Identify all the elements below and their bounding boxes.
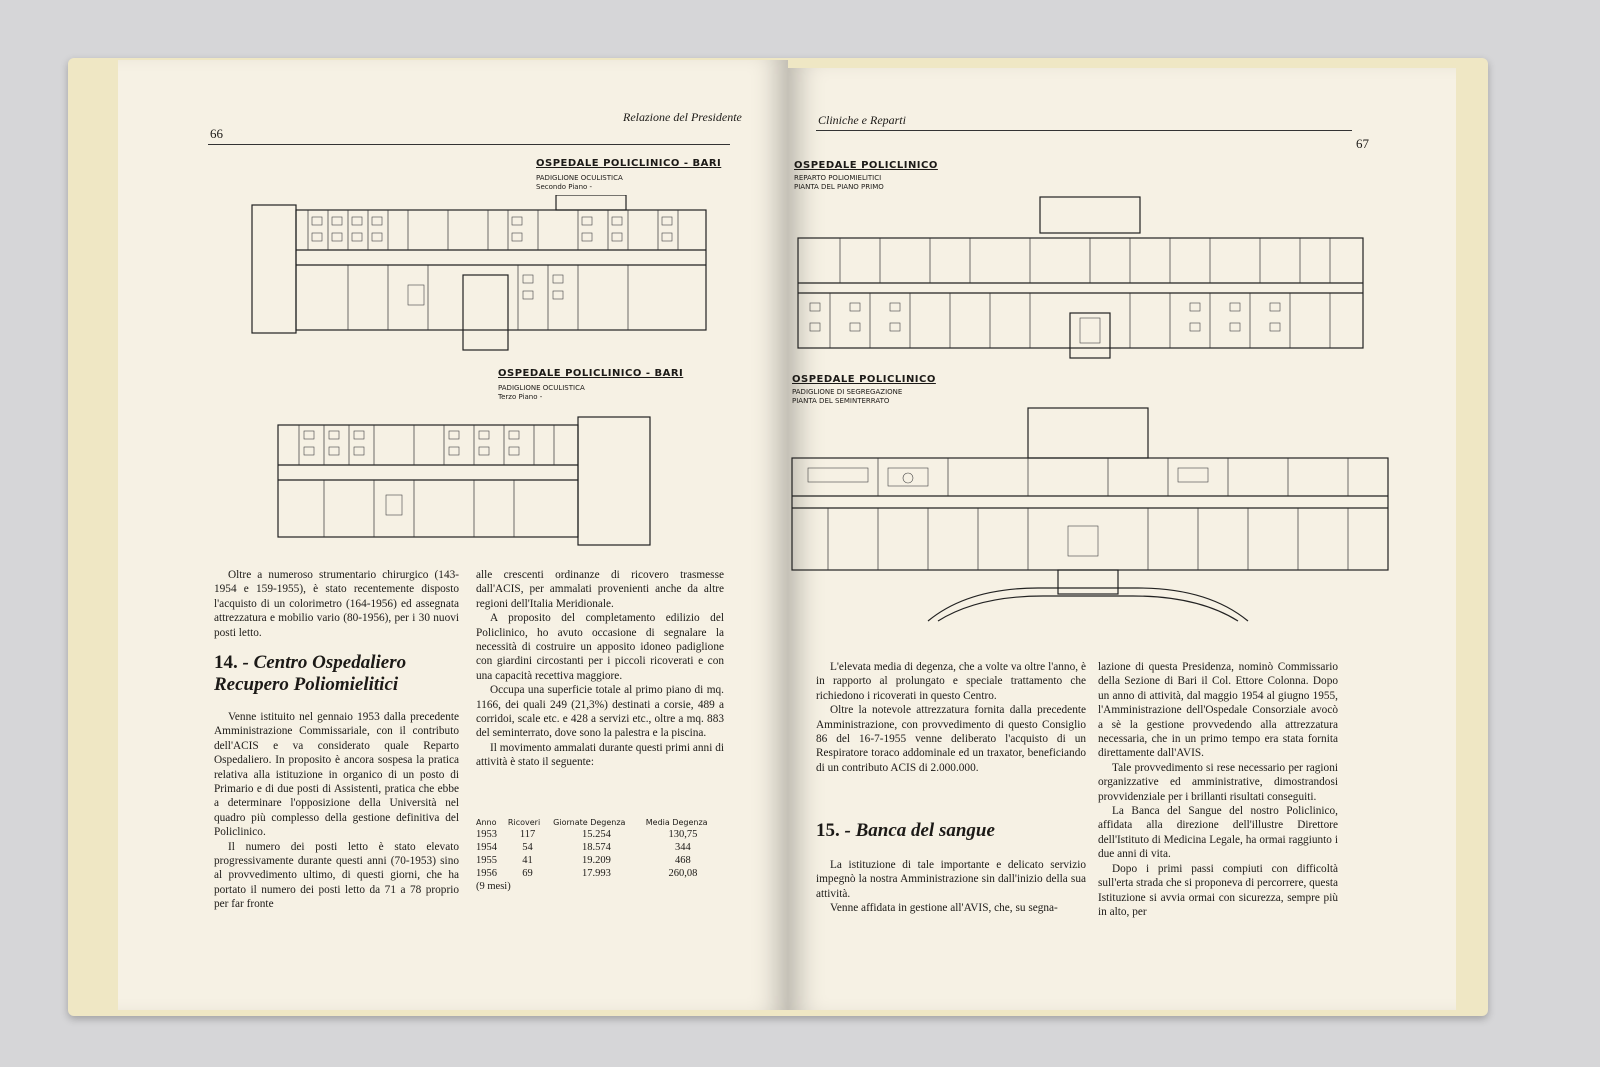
table-footnote: (9 mesi) — [476, 881, 511, 892]
left-column-1 — [214, 568, 459, 640]
floor-plan-basement — [788, 406, 1398, 636]
paragraph: Il movimento ammalati durante questi primi anni di attività è stato il seguente: — [476, 741, 724, 769]
table-cell: 1954 — [476, 842, 497, 853]
plan-title: OSPEDALE POLICLINICO - BARI — [536, 158, 722, 169]
running-head: Cliniche e Reparti — [818, 113, 906, 127]
section-heading: 15. - Banca del sangue — [816, 820, 995, 841]
column-header: Ricoveri — [507, 818, 541, 827]
table-row — [476, 867, 726, 880]
paragraph: alle crescenti ordinanze di ricovero trasmesse dall'ACIS, per ammalati provenienti anche da altre regioni dell'Italia Meridionale. — [476, 569, 724, 610]
table-row — [476, 880, 726, 893]
paragraph: L'elevata media di degenza, che a volte va oltre l'anno, è in rapporto al prolungato e speciale trattamento che richiedono i ricoverati in questo Centro. — [816, 661, 1086, 702]
column-header: Giornate Degenza — [553, 818, 626, 827]
table-cell: 1953 — [476, 829, 497, 840]
paragraph: Oltre a numeroso strumentario chirurgico (143-1954 e 159-1955), è stato recentemente disposto l'acquisto di un colorimetro (164-1956) ed assegnata attrezzatura e mobilio vario (80-1956), per i 30 nuovi posti letto. — [214, 569, 459, 639]
left-column-2 — [476, 568, 724, 770]
floor-plan-second-floor — [248, 195, 718, 355]
header-rule — [208, 144, 730, 145]
paragraph: Venne istituito nel gennaio 1953 dalla precedente Amministrazione Commissariale, con il contributo dell'ACIS e va considerato quale Reparto Ospedaliero. In proposito è ancora sospesa la pratica relativa alla istituzione in organico di un posto di Primario e di due posti di Assistenti, pratica che ebbe a determinare l'opposizione della Università nel quadro più complesso della gestione definitiva del Policlinico. — [214, 711, 459, 839]
floor-plan-first-floor — [790, 193, 1380, 363]
table-cell: 69 — [522, 868, 533, 879]
table-cell: 54 — [522, 842, 533, 853]
paragraph: Oltre la notevole attrezzatura fornita dalla precedente Amministrazione, con provvedimento di questo Consiglio 86 del 16-7-1955 venne deliberato l'acquisto di un Respiratore toraco addominale ed un traxator, beneficiando di un contributo ACIS di 2.000.000. — [816, 704, 1086, 774]
table-cell: 41 — [522, 855, 533, 866]
page-number: 67 — [1356, 136, 1369, 151]
plan-subtitle: PADIGLIONE DI SEGREGAZIONE PIANTA DEL SEMINTERRATO — [792, 388, 903, 405]
page-number: 66 — [210, 126, 223, 141]
patient-movement-table — [476, 818, 726, 893]
paragraph: Dopo i primi passi compiuti con difficoltà sull'erta strada che si proponeva di percorrere, questa Istituzione si avvia ormai con sicurezza, sempre più in alto, per — [1098, 862, 1338, 918]
table-cell: 19.209 — [582, 855, 611, 866]
paragraph: A proposito del completamento edilizio del Policlinico, ho avuto occasione di segnalare la necessità di costruire un apposito idoneo padiglione con giardini circostanti per i piccoli ricoverati e con una capacità recettiva maggiore. — [476, 612, 724, 682]
table-cell: 468 — [675, 855, 691, 866]
table-cell: 344 — [675, 842, 691, 853]
plan-title: OSPEDALE POLICLINICO - BARI — [498, 368, 684, 379]
right-column-2 — [1098, 660, 1338, 919]
paragraph: Occupa una superficie totale al primo piano di mq. 1166, dei quali 249 (21,3%) destinati a corsie, 489 a corridoi, scale etc. e 428 a servizi etc., oltre a mq. 883 del seminterrato, dove sono la palestra e la piscina. — [476, 684, 724, 740]
paragraph: Tale provvedimento si rese necessario per ragioni organizzative ed amministrative, dimostrandosi provvidenziale per i brillanti risultati conseguiti. — [1098, 761, 1338, 803]
plan-title: OSPEDALE POLICLINICO — [792, 374, 936, 385]
table-cell: 117 — [519, 829, 536, 840]
paragraph: Venne affidata in gestione all'AVIS, che, su segna- — [830, 902, 1058, 915]
right-column-1 — [816, 660, 1086, 775]
plan-subtitle: REPARTO POLIOMIELITICI PIANTA DEL PIANO PRIMO — [794, 174, 884, 191]
paragraph: lazione di questa Presidenza, nominò Commissario della Sezione di Bari il Col. Ettore Colonna. Dopo un anno di attività, dal maggio 1954 al giugno 1955, l'Amministrazione dell'Ospedale Consorziale avocò a sè la gestione provvedendo alla attrezzatura necessaria, che in un primo tempo era stata fornita direttamente dall'AVIS. — [1098, 661, 1338, 760]
left-column-1-body — [214, 710, 459, 912]
paragraph: La istituzione di tale importante e delicato servizio impegnò la nostra Amministrazione sin dall'inizio della sua attività. — [816, 859, 1086, 900]
table-cell: 15.254 — [582, 829, 611, 840]
column-header: Media Degenza — [645, 818, 708, 827]
table-cell: 130,75 — [668, 829, 698, 840]
table-cell: 1956 — [476, 868, 497, 879]
table-row — [476, 841, 726, 854]
right-column-1-body — [816, 858, 1086, 916]
table-cell: 18.574 — [582, 842, 611, 853]
floor-plan-third-floor — [274, 415, 664, 550]
paragraph: Il numero dei posti letto è stato elevato progressivamente durante questi anni (70-1953) sino al provvedimento ultimo, di questi giorni, che ha portato il numero dei posti letto da 71 a 78 proprio per far fronte — [214, 840, 459, 911]
plan-subtitle: PADIGLIONE OCULISTICA Secondo Piano - — [536, 174, 623, 191]
plan-title: OSPEDALE POLICLINICO — [794, 160, 938, 171]
left-page — [118, 60, 788, 1010]
header-rule — [816, 130, 1352, 131]
paragraph: La Banca del Sangue del nostro Policlinico, affidata alla direzione dell'illustre Direttore dell'Istituto di Medicina Legale, ha ormai raggiunto i due anni di vita. — [1098, 805, 1338, 861]
table-row — [476, 828, 726, 841]
running-head: Relazione del Presidente — [623, 110, 742, 124]
section-heading: 14. - Centro Ospedaliero Recupero Poliomielitici — [214, 652, 407, 695]
column-header: Anno — [476, 818, 497, 827]
table-cell: 17.993 — [582, 868, 611, 879]
table-cell: 1955 — [476, 855, 497, 866]
plan-subtitle: PADIGLIONE OCULISTICA Terzo Piano - — [498, 384, 585, 401]
table-cell: 260,08 — [668, 868, 698, 879]
table-row — [476, 854, 726, 867]
right-page — [788, 68, 1456, 1010]
